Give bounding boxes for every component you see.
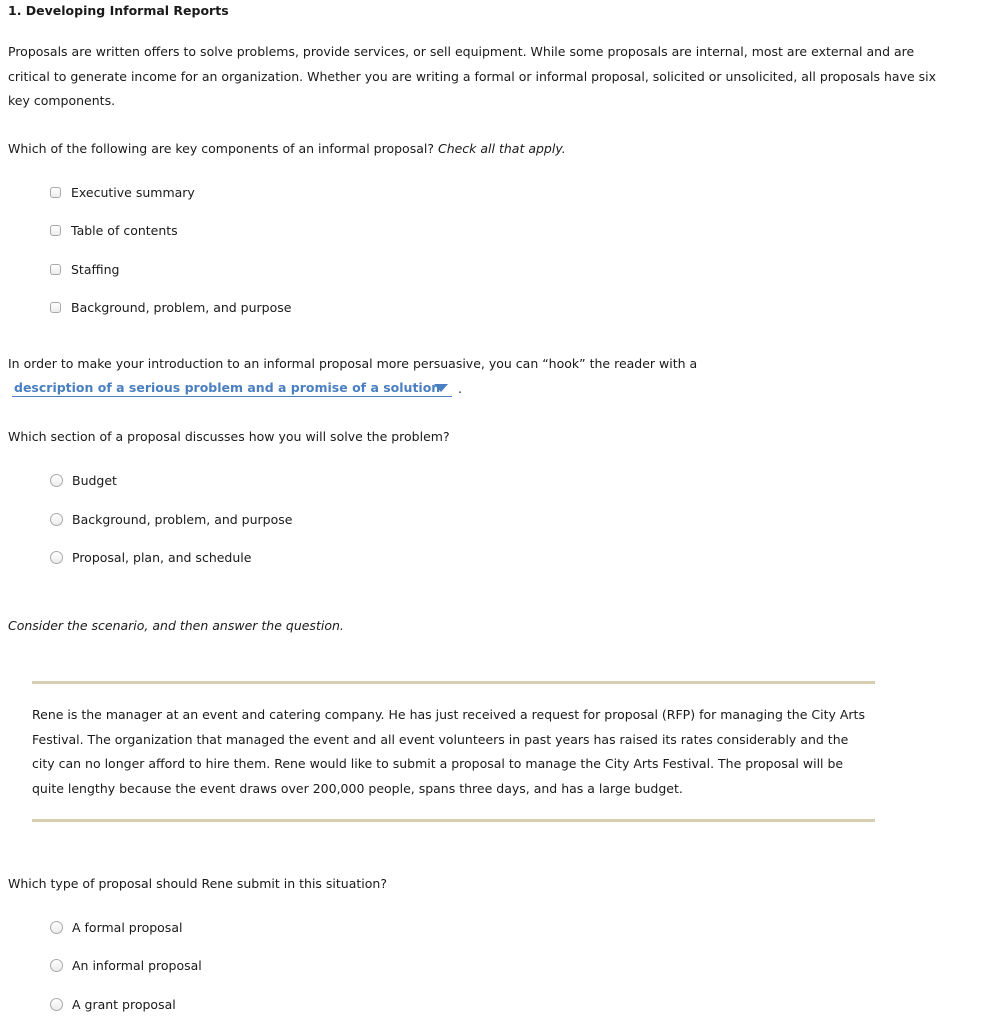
q1-text: Which of the following are key components of an informal proposal? bbox=[8, 141, 434, 156]
option-label: Background, problem, and purpose bbox=[72, 511, 293, 527]
option-label: A formal proposal bbox=[72, 919, 183, 935]
checkbox-icon[interactable] bbox=[50, 225, 61, 236]
q2-text: In order to make your introduction to an informal proposal more persuasive, you can “hook” the reader with a bbox=[8, 356, 698, 371]
scenario-top-divider bbox=[32, 681, 875, 684]
dropdown-selected-value: description of a serious problem and a promise of a solution bbox=[14, 380, 441, 395]
q2-end: . bbox=[458, 381, 462, 396]
q4-option-formal[interactable] bbox=[50, 918, 182, 936]
q4-option-grant[interactable] bbox=[50, 995, 176, 1013]
q1-option-background[interactable] bbox=[50, 298, 291, 316]
q3-option-proposal-plan[interactable] bbox=[50, 548, 251, 566]
q3-option-budget[interactable] bbox=[50, 471, 117, 489]
radio-icon[interactable] bbox=[50, 474, 63, 487]
section-title: 1. Developing Informal Reports bbox=[8, 3, 229, 18]
scenario-bottom-divider bbox=[32, 819, 875, 822]
dropdown-arrow-icon[interactable] bbox=[434, 384, 448, 392]
radio-icon[interactable] bbox=[50, 513, 63, 526]
option-label: A grant proposal bbox=[72, 996, 176, 1012]
q3-text: Which section of a proposal discusses how you will solve the problem? bbox=[8, 429, 450, 444]
q1-option-table-of-contents[interactable] bbox=[50, 221, 178, 239]
q1-option-staffing[interactable] bbox=[50, 260, 119, 278]
q1-prompt bbox=[8, 141, 566, 156]
radio-icon[interactable] bbox=[50, 998, 63, 1011]
option-label: Staffing bbox=[71, 261, 120, 277]
radio-icon[interactable] bbox=[50, 959, 63, 972]
option-label: Table of contents bbox=[71, 222, 178, 238]
option-label: Executive summary bbox=[71, 184, 195, 200]
q4-option-informal[interactable] bbox=[50, 956, 202, 974]
radio-icon[interactable] bbox=[50, 921, 63, 934]
q1-hint: Check all that apply. bbox=[437, 141, 566, 156]
option-label: Proposal, plan, and schedule bbox=[72, 549, 252, 565]
checkbox-icon[interactable] bbox=[50, 264, 61, 275]
checkbox-icon[interactable] bbox=[50, 302, 61, 313]
checkbox-icon[interactable] bbox=[50, 187, 61, 198]
option-label: Budget bbox=[72, 472, 117, 488]
option-label: Background, problem, and purpose bbox=[71, 299, 292, 315]
scenario-text: Rene is the manager at an event and catering company. He has just received a request for proposal (RFP) for managing the City Arts Festival. The organization that managed the event and all event volunteers in past years has raised its rates considerably and the city can no longer afford to hire them. Rene would like to submit a proposal to manage the City Arts Festival. The proposal will be quite lengthy because the event draws over 200,000 people, spans three days, and has a large budget. bbox=[32, 707, 865, 796]
scenario-intro: Consider the scenario, and then answer the question. bbox=[8, 618, 344, 633]
q3-option-background[interactable] bbox=[50, 510, 292, 528]
intro-paragraph: Proposals are written offers to solve problems, provide services, or sell equipment. While some proposals are internal, most are external and are critical to generate income for an organization. Whether you are writing a formal or informal proposal, solicited or unsolicited, all proposals have six key components. bbox=[8, 44, 937, 108]
radio-icon[interactable] bbox=[50, 551, 63, 564]
hook-dropdown[interactable] bbox=[12, 379, 452, 397]
q1-option-executive-summary[interactable] bbox=[50, 183, 195, 201]
option-label: An informal proposal bbox=[72, 957, 202, 973]
q4-text: Which type of proposal should Rene submit in this situation? bbox=[8, 876, 387, 891]
